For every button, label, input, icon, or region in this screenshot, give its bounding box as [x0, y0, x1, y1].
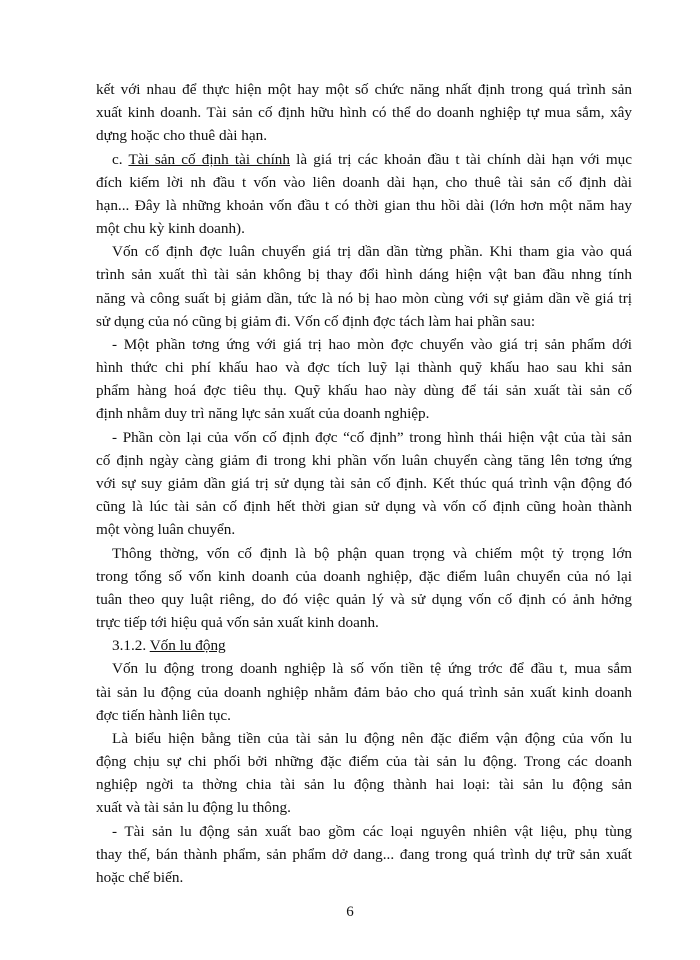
line-text: với sự suy giảm dần giá trị sử dụng tài sản cố định. Kết thúc quá trình vận động đó: [96, 475, 632, 492]
line-text: đợc tiến hành liên tục.: [96, 707, 231, 724]
line-text: động chịu sự chi phối bởi những đặc điểm của tài sản lu động. Trong các doanh: [96, 753, 632, 770]
line-text: định nhằm duy trì năng lực sản xuất của doanh nghiệp.: [96, 405, 430, 422]
line-text: Là biểu hiện bằng tiền của tài sản lu động nên đặc điểm vận động của vốn lu: [112, 730, 632, 747]
underlined-heading: Tài sản cố định tài chính: [128, 151, 290, 168]
text-line: [96, 845, 632, 865]
text-line: [112, 150, 632, 170]
text-line: [96, 775, 632, 795]
text-line: [112, 822, 632, 842]
text-line: [112, 636, 632, 656]
text-line: [96, 613, 632, 633]
text-line: [96, 173, 632, 193]
text-line: [96, 219, 632, 239]
underlined-heading: Vốn lu động: [149, 637, 226, 654]
line-text: cũng là lúc tài sản cố định hết thời gian sử dụng và vốn cố định cũng hoàn thành: [96, 498, 632, 515]
text-line: [96, 451, 632, 471]
line-text: xuất kinh doanh. Tài sản cố định hữu hình có thể do doanh nghiệp tự mua sắm, xây: [96, 104, 632, 121]
line-text: nghiệp ngời ta thờng chia tài sản lu động thành hai loại: tài sản lu động sản: [96, 776, 632, 793]
line-text: - Phần còn lại của vốn cố định đợc “cố định” trong hình thái hiện vật của tài sản: [112, 429, 632, 446]
text-line: [96, 868, 632, 888]
line-text: hình thức chi phí khấu hao và đợc tích luỹ lại thành quỹ khấu hao sau khi sản: [96, 359, 632, 376]
line-text: trong tổng số vốn kinh doanh của doanh nghiệp, đặc điểm luân chuyển của nó lại: [96, 568, 632, 585]
line-text: - Một phần tơng ứng với giá trị hao mòn đợc chuyển vào giá trị sản phẩm dới: [112, 336, 632, 353]
line-text: trực tiếp tới hiệu quả vốn sản xuất kinh doanh.: [96, 614, 379, 631]
text-line: [96, 196, 632, 216]
line-text: xuất và tài sản lu động lu thông.: [96, 799, 291, 816]
text-line: [96, 381, 632, 401]
page-number: 6: [346, 904, 354, 920]
line-text: - Tài sản lu động sản xuất bao gồm các loại nguyên nhiên vật liệu, phụ tùng: [112, 823, 632, 840]
text-line: [96, 590, 632, 610]
text-line: [96, 80, 632, 100]
line-text: hạn... Đây là những khoản vốn đầu t có thời gian thu hồi dài (lớn hơn một năm hay: [96, 197, 632, 214]
text-line: [96, 265, 632, 285]
text-line: [112, 242, 632, 262]
line-text: một chu kỳ kinh doanh).: [96, 220, 245, 237]
text-line: [96, 358, 632, 378]
line-text: Thông thờng, vốn cố định là bộ phận quan trọng và chiếm một tỷ trọng lớn: [112, 545, 632, 562]
line-text: đích kiếm lời nh đầu t vốn vào liên doanh dài hạn, cho thuê tài sản cố định dài: [96, 174, 632, 191]
line-text: c.: [112, 151, 129, 168]
line-text: Vốn lu động trong doanh nghiệp là số vốn tiền tệ ứng trớc để đầu t, mua sắm: [112, 660, 632, 677]
text-line: [96, 798, 632, 818]
line-text: 3.1.2.: [112, 637, 150, 654]
line-text: dựng hoặc cho thuê dài hạn.: [96, 127, 268, 144]
text-line: [112, 428, 632, 448]
text-line: [112, 544, 632, 564]
text-line: [96, 497, 632, 517]
text-line: [96, 706, 632, 726]
line-text: hoặc chế biến.: [96, 869, 184, 886]
line-text: thay thế, bán thành phẩm, sản phẩm dở dang... đang trong quá trình dự trữ sản xuất: [96, 846, 632, 863]
text-line: [96, 103, 632, 123]
text-line: [96, 752, 632, 772]
text-line: [96, 474, 632, 494]
text-line: [96, 520, 632, 540]
line-text: phẩm hàng hoá đợc tiêu thụ. Quỹ khấu hao này dùng để tái sản xuất tài sản cố: [96, 382, 632, 399]
text-line: [96, 312, 632, 332]
text-line: [96, 567, 632, 587]
line-text: tài sản lu động của doanh nghiệp nhằm đảm bảo cho quá trình sản xuất kinh doanh: [96, 684, 632, 701]
text-line: [96, 683, 632, 703]
line-text: sử dụng của nó cũng bị giảm đi. Vốn cố định đợc tách làm hai phần sau:: [96, 313, 536, 330]
line-text: cố định ngày càng giảm đi trong khi phần vốn luân chuyển càng tăng lên tơng ứng: [96, 452, 632, 469]
text-line: [96, 289, 632, 309]
text-line: [96, 404, 632, 424]
text-line: [112, 335, 632, 355]
line-text-continued: là giá trị các khoản đầu t tài chính dài hạn với mục: [290, 151, 633, 168]
text-line: [112, 729, 632, 749]
line-text: năng và công suất bị giảm dần, tức là nó bị hao mòn cùng với sự giảm dần về giá trị: [96, 290, 632, 307]
line-text: trình sản xuất thì tài sản không bị thay đổi hình dáng hiện vật ban đầu nhng tính: [96, 266, 632, 283]
text-line: [112, 659, 632, 679]
text-line: [96, 126, 632, 146]
line-text: kết với nhau để thực hiện một hay một số chức năng nhất định trong quá trình sản: [96, 81, 632, 98]
line-text: Vốn cố định đợc luân chuyển giá trị dần dần từng phần. Khi tham gia vào quá: [112, 243, 632, 260]
line-text: tuân theo quy luật riêng, do đó việc quản lý và sử dụng vốn cố định có ảnh hởng: [96, 591, 632, 608]
line-text: một vòng luân chuyển.: [96, 521, 236, 538]
